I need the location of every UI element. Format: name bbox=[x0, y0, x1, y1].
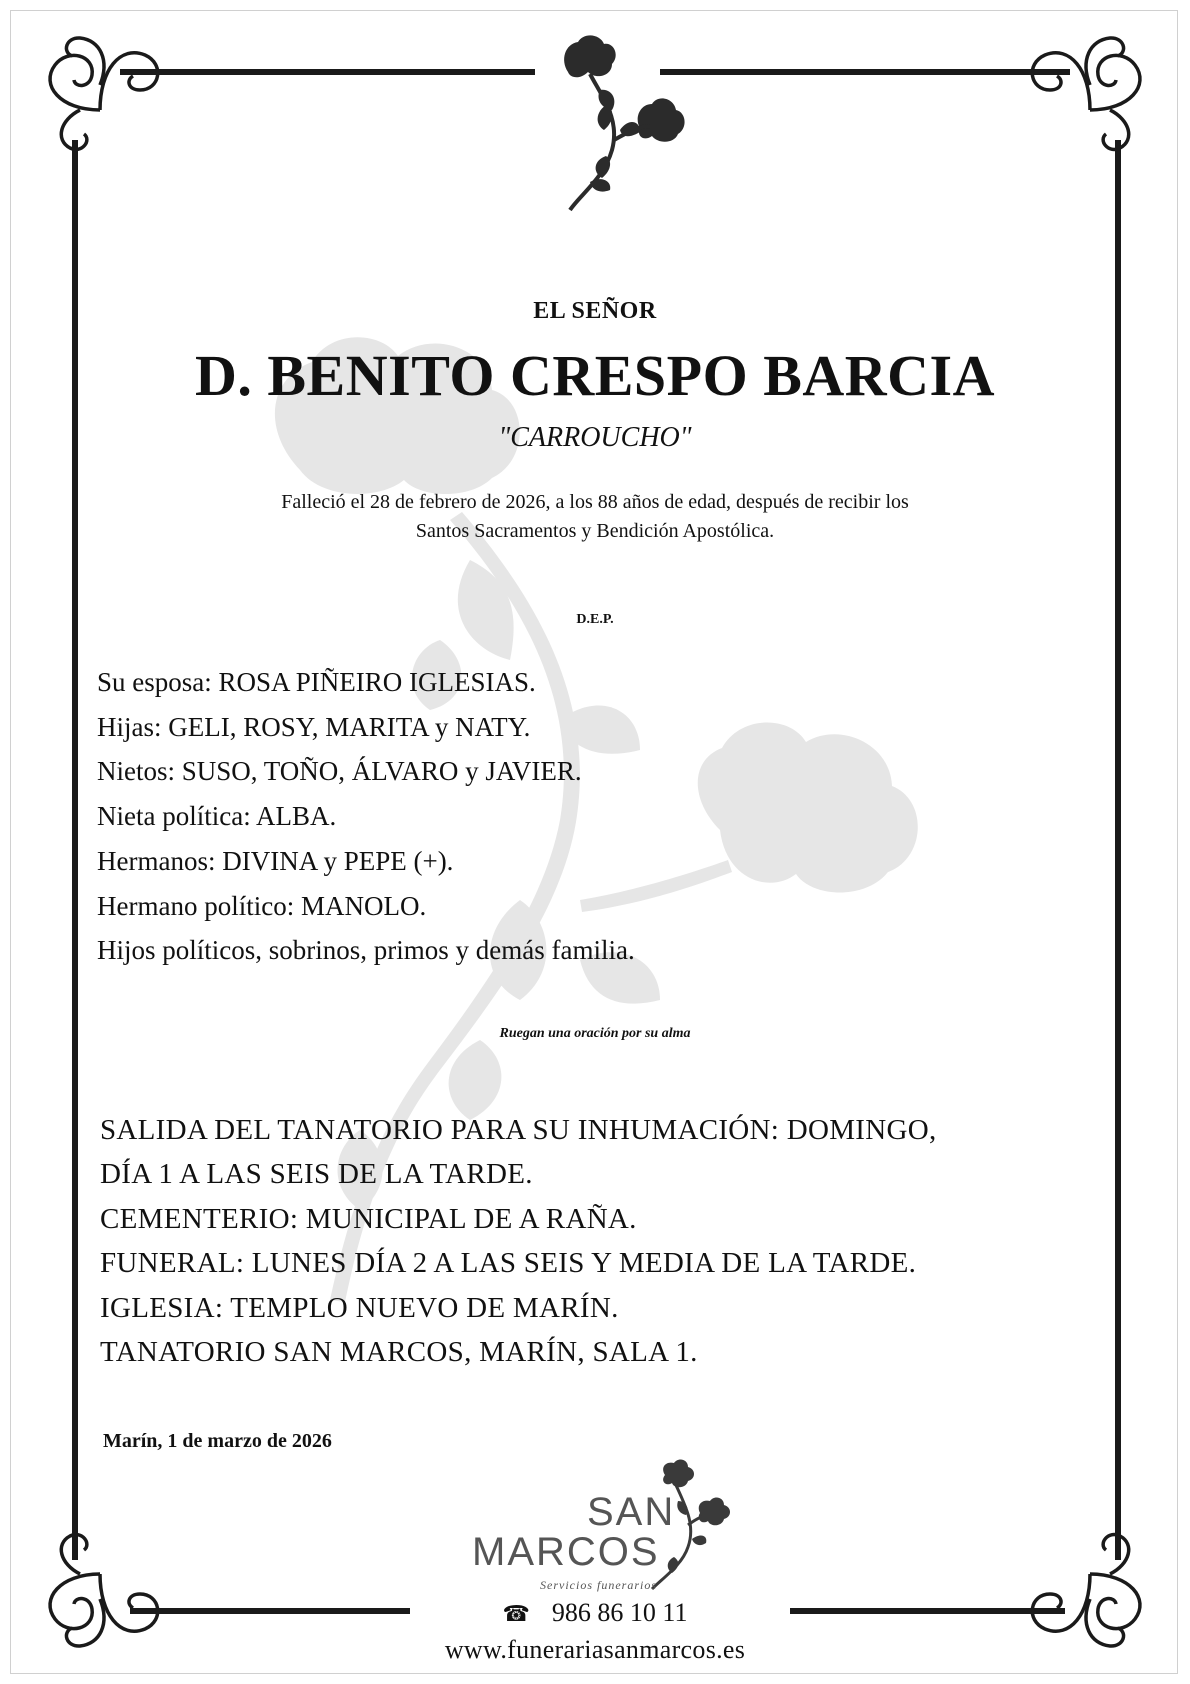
phone-number[interactable]: 986 86 10 11 bbox=[551, 1598, 688, 1627]
family-line: Su esposa: ROSA PIÑEIRO IGLESIAS. bbox=[97, 667, 536, 697]
rip-label: D.E.P. bbox=[576, 612, 614, 627]
death-notice bbox=[0, 488, 1190, 546]
death-notice-line: Santos Sacramentos y Bendición Apostólica. bbox=[415, 520, 775, 542]
ornament-icon bbox=[50, 38, 158, 150]
prayer-request: Ruegan una oración por su alma bbox=[499, 1026, 691, 1041]
service-line: FUNERAL: LUNES DÍA 2 A LAS SEIS Y MEDIA DE LA TARDE. bbox=[100, 1247, 917, 1280]
family-list bbox=[97, 660, 997, 973]
family-line: Hijos políticos, sobrinos, primos y demás familia. bbox=[97, 935, 635, 966]
ornament-icon bbox=[1032, 1535, 1140, 1647]
service-line: TANATORIO SAN MARCOS, MARÍN, SALA 1. bbox=[100, 1336, 698, 1369]
death-notice-line: Falleció el 28 de febrero de 2026, a los 88 años de edad, después de recibir los bbox=[281, 491, 909, 513]
family-line: Hermano político: MANOLO. bbox=[97, 890, 427, 921]
logo-text-marcos: MARCOS bbox=[472, 1530, 660, 1574]
service-line: DÍA 1 A LAS SEIS DE LA TARDE. bbox=[100, 1158, 533, 1191]
family-line: Hermanos: DIVINA y PEPE (+). bbox=[97, 845, 454, 876]
logo-tagline: Servicios funerarios bbox=[540, 1578, 657, 1592]
phone-row bbox=[0, 1598, 1190, 1628]
service-line: CEMENTERIO: MUNICIPAL DE A RAÑA. bbox=[100, 1202, 637, 1235]
nickname: "CARROUCHO" bbox=[498, 422, 692, 453]
logo-text-san: SAN bbox=[587, 1490, 676, 1534]
family-line: Hijas: GELI, ROSY, MARITA y NATY. bbox=[97, 711, 531, 742]
family-line: Nietos: SUSO, TOÑO, ÁLVARO y JAVIER. bbox=[97, 756, 582, 787]
service-line: IGLESIA: TEMPLO NUEVO DE MARÍN. bbox=[100, 1291, 619, 1324]
title-prefix: EL SEÑOR bbox=[533, 298, 657, 324]
ornament-icon bbox=[1032, 38, 1140, 150]
family-line: Nieta política: ALBA. bbox=[97, 801, 337, 832]
ornament-icon bbox=[50, 1535, 158, 1647]
deceased-name: D. BENITO CRESPO BARCIA bbox=[194, 343, 996, 408]
service-details bbox=[100, 1108, 1060, 1374]
place-date: Marín, 1 de marzo de 2026 bbox=[103, 1430, 332, 1452]
phone-icon: ☎ bbox=[502, 1601, 530, 1626]
flower-icon bbox=[564, 35, 684, 210]
service-line: SALIDA DEL TANATORIO PARA SU INHUMACIÓN: DOMINGO, bbox=[100, 1114, 937, 1146]
website-link[interactable]: www.funerariasanmarcos.es bbox=[444, 1635, 746, 1664]
